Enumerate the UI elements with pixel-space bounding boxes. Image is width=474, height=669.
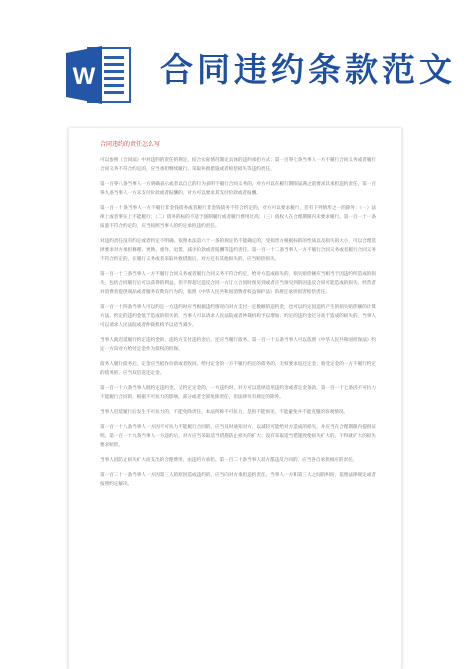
document-subtitle: 合同违约的责任怎么写 [100, 141, 161, 148]
paragraph: 对违约责任没有约定或者约定不明确，依照本法第六十一条的规定仍不能确定的，受损害方根据标的的性质以及损失的大小，可以合理选择要求对方承担修理、更换、重作、退货、减少价款或者报酬等违约责任。第一百一十二条当事人一方不履行合同义务或者履行合同义务不符合约定的，在履行义务或者采取补救措施后，对方还有其他损失的，应当赔偿损失。 [100, 239, 376, 262]
paragraph: 当事人迟延履行后发生不可抗力的，不能免除责任。本法所称不可抗力，是指不能预见、不能避免并不能克服的客观情况。 [100, 410, 349, 415]
paragraph: 第一百一十八条当事人一方因不可抗力不能履行合同的，应当及时通知对方，以减轻可能给对方造成的损失，并应当在合理期限内提供证明。第一百一十九条当事人一方违约后，对方应当采取适当措施防止损失的扩大；没有采取适当措施致使损失扩大的，不得就扩大的损失要求赔偿。 [100, 425, 376, 448]
document-title: 合同违约条款范文 [160, 50, 456, 89]
paragraph: 第一百零八条当事人一方明确表示或者以自己的行为表明不履行合同义务的，对方可以在履行期限届满之前要求其承担违约责任。第一百零九条当事人一方未支付价款或者报酬的，对方可以要求其支付价款或者报酬。 [100, 182, 376, 196]
paragraph: 第一百二十一条当事人一方因第三人的原因造成违约的，应当向对方承担违约责任。当事人一方和第三人之间的纠纷，依照法律规定或者按照约定解决。 [100, 473, 376, 487]
document-content [100, 141, 376, 495]
paragraph: 可以参照《合同法》中对违约的责任的规定，结合实际情况制定具体的违约承担方式；第一百零七条当事人一方不履行合同义务或者履行合同义务不符合约定的，应当承担继续履行、采取补救措施或者赔偿损失等违约责任。 [100, 158, 376, 172]
paragraph: 当事人因防止损失扩大而支出的合理费用，由违约方承担。第一百二十条当事人双方都违反合同的，应当各自承担相应的责任。 [100, 458, 358, 463]
paragraph: 当事人就迟延履行约定违约金的，违约方支付违约金后，还应当履行债务。第一百一十五条当事人可以依照《中华人民共和国担保法》约定一方向对方给付定金作为债权的担保。 [100, 338, 376, 352]
paragraph: 第一百一十六条当事人既约定违约金，又约定定金的，一方违约时，对方可以选择适用违约金或者定金条款。第一百一十七条因不可抗力不能履行合同的，根据不可抗力的影响，部分或者全部免除责任，但法律另有规定的除外。 [100, 386, 376, 400]
paragraph: 债务人履行债务后，定金应当抵作价款或者收回。给付定金的一方不履行约定的债务的，无权要求返还定金；收受定金的一方不履行约定的债务的，应当双倍返还定金。 [100, 362, 376, 376]
word-logo-letter: W [72, 63, 96, 90]
paragraph: 第一百一十三条当事人一方不履行合同义务或者履行合同义务不符合约定，给对方造成损失的，损失赔偿额应当相当于因违约所造成的损失，包括合同履行后可以获得的利益，但不得超过违反合同一方订立合同时预见到或者应当预见到的因违反合同可能造成的损失。经营者对消费者提供商品或者服务有欺诈行为的，依照《中华人民共和国消费者权益保护法》的规定承担损害赔偿责任。 [100, 272, 376, 295]
paragraph: 第一百一十四条当事人可以约定一方违约时应当根据违约情况向对方支付一定数额的违约金，也可以约定因违约产生的损失赔偿额的计算方法。约定的违约金低于造成的损失的，当事人可以请求人民法院或者仲裁机构予以增加；约定的违约金过分高于造成的损失的，当事人可以请求人民法院或者仲裁机构予以适当减少。 [100, 305, 376, 328]
paragraph: 第一百一十条当事人一方不履行非金钱债务或者履行非金钱债务不符合约定的，对方可以要求履行，但有下列情形之一的除外：（一）法律上或者事实上不能履行；（二）债务的标的不适于强制履行或者履行费用过高；（三）债权人在合理期限内未要求履行。第一百一十一条质量不符合约定的，应当按照当事人的约定承担违约责任。 [100, 206, 376, 229]
